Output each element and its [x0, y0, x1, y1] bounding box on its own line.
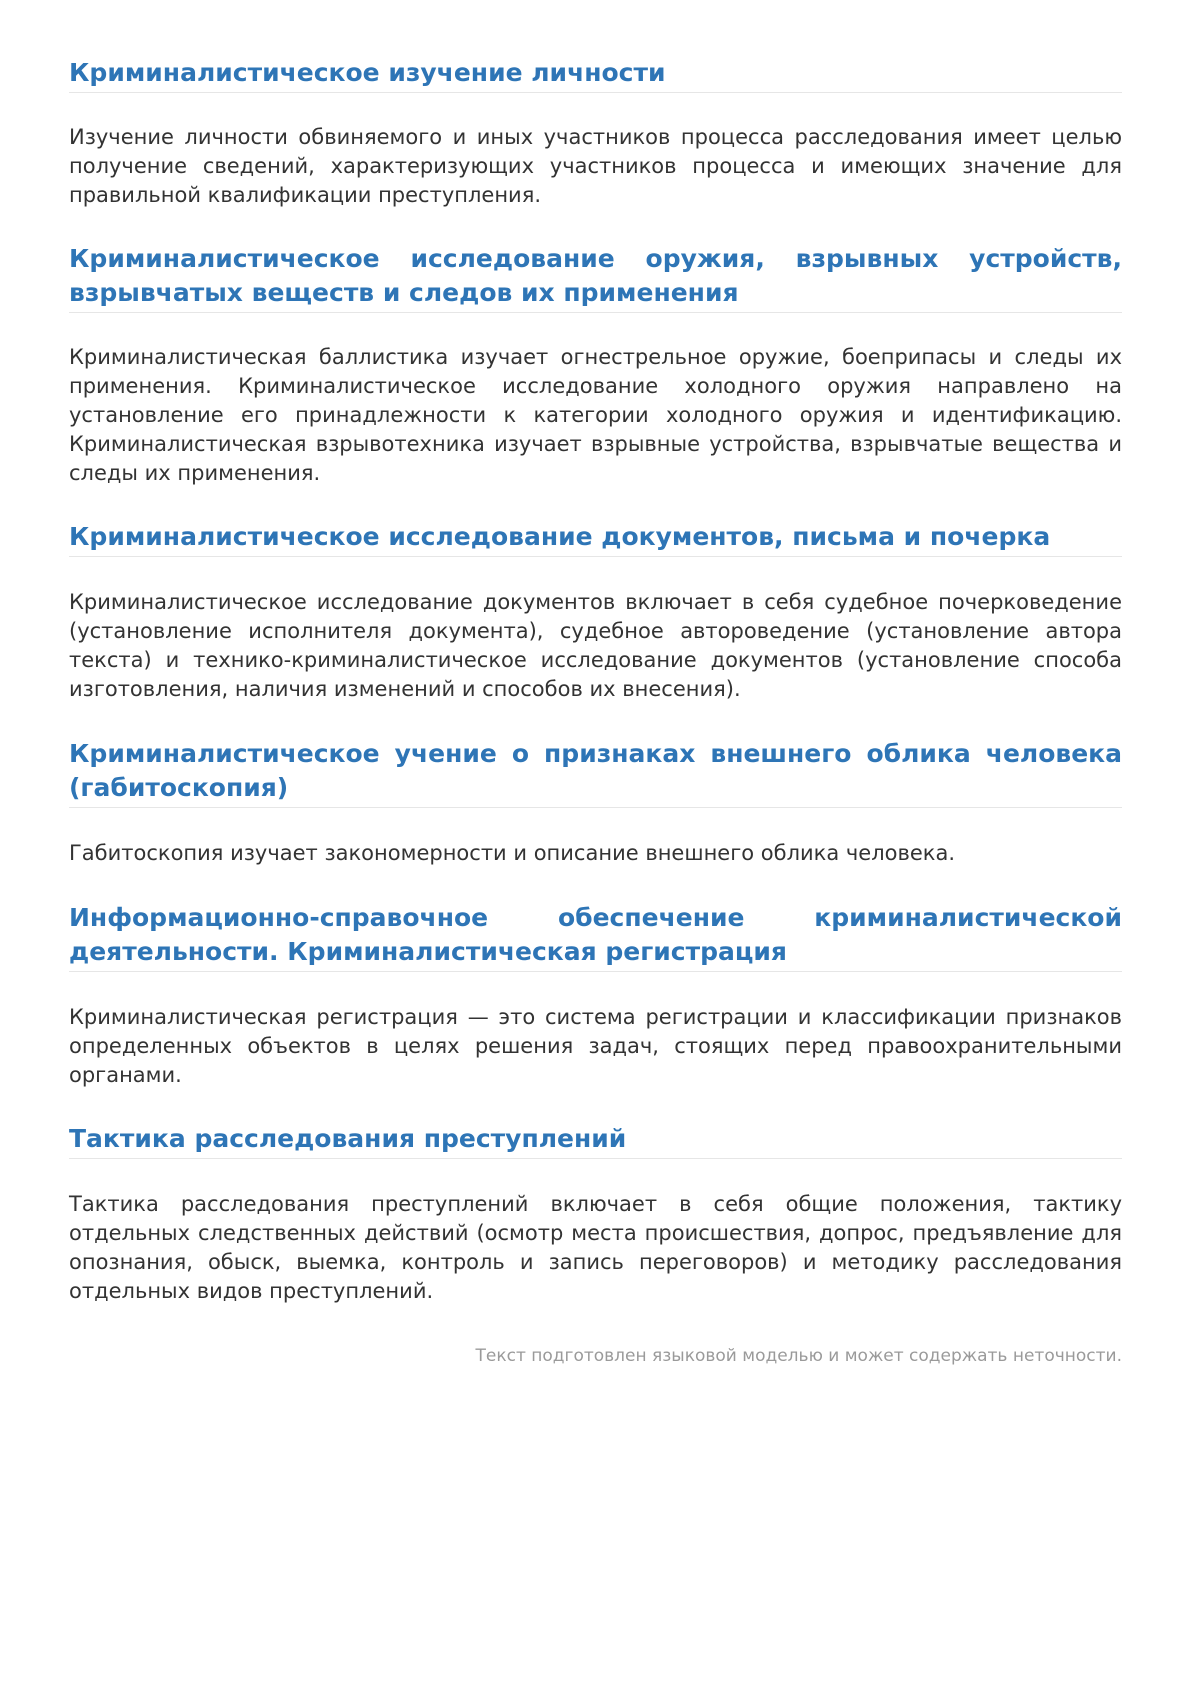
section-investigation-tactics — [69, 1122, 1122, 1306]
section-body: Тактика расследования преступлений включает в себя общие положения, тактику отдельных следственных действий (осмотр места происшествия, допрос, предъявление для опознания, обыск, выемка, контроль и запись переговоров) и методику расследования отдельных видов преступлений. — [69, 1192, 1122, 1303]
section-personality-study — [69, 56, 1122, 210]
section-body: Криминалистическая баллистика изучает огнестрельное оружие, боеприпасы и следы их применения. Криминалистическое исследование холодного оружия направлено на установление его принадлежности к категории холодного оружия и идентификацию. Криминалистическая взрывотехника изучает взрывные устройства, взрывчатые вещества и следы их применения. — [69, 345, 1122, 485]
section-body: Габитоскопия изучает закономерности и описание внешнего облика человека. — [69, 841, 955, 865]
section-body: Криминалистическое исследование документов включает в себя судебное почерковедение (установление исполнителя документа), судебное автороведение (установление автора текста) и технико-криминалистическое исследование документов (установление способа изготовления, наличия изменений и способов их внесения). — [69, 590, 1122, 701]
section-documents-handwriting — [69, 520, 1122, 704]
section-heading: Информационно-справочное обеспечение криминалистической деятельности. Криминалистическая регистрация — [69, 901, 1122, 972]
section-body: Изучение личности обвиняемого и иных участников процесса расследования имеет целью получение сведений, характеризующих участников процесса и имеющих значение для правильной квалификации преступления. — [69, 125, 1122, 207]
section-heading: Тактика расследования преступлений — [69, 1122, 1122, 1159]
section-heading: Криминалистическое исследование оружия, взрывных устройств, взрывчатых веществ и следов их применения — [69, 242, 1122, 313]
ai-disclaimer: Текст подготовлен языковой моделью и может содержать неточности. — [475, 1346, 1122, 1366]
section-heading: Криминалистическое исследование документов, письма и почерка — [69, 520, 1122, 557]
section-weapons-explosives — [69, 242, 1122, 488]
document-page — [69, 56, 1122, 1368]
section-heading: Криминалистическое изучение личности — [69, 56, 1122, 93]
section-registration — [69, 901, 1122, 1090]
section-heading: Криминалистическое учение о признаках внешнего облика человека (габитоскопия) — [69, 737, 1122, 808]
section-body: Криминалистическая регистрация — это система регистрации и классификации признаков определенных объектов в целях решения задач, стоящих перед правоохранительными органами. — [69, 1005, 1122, 1087]
section-habitoscopy — [69, 737, 1122, 868]
